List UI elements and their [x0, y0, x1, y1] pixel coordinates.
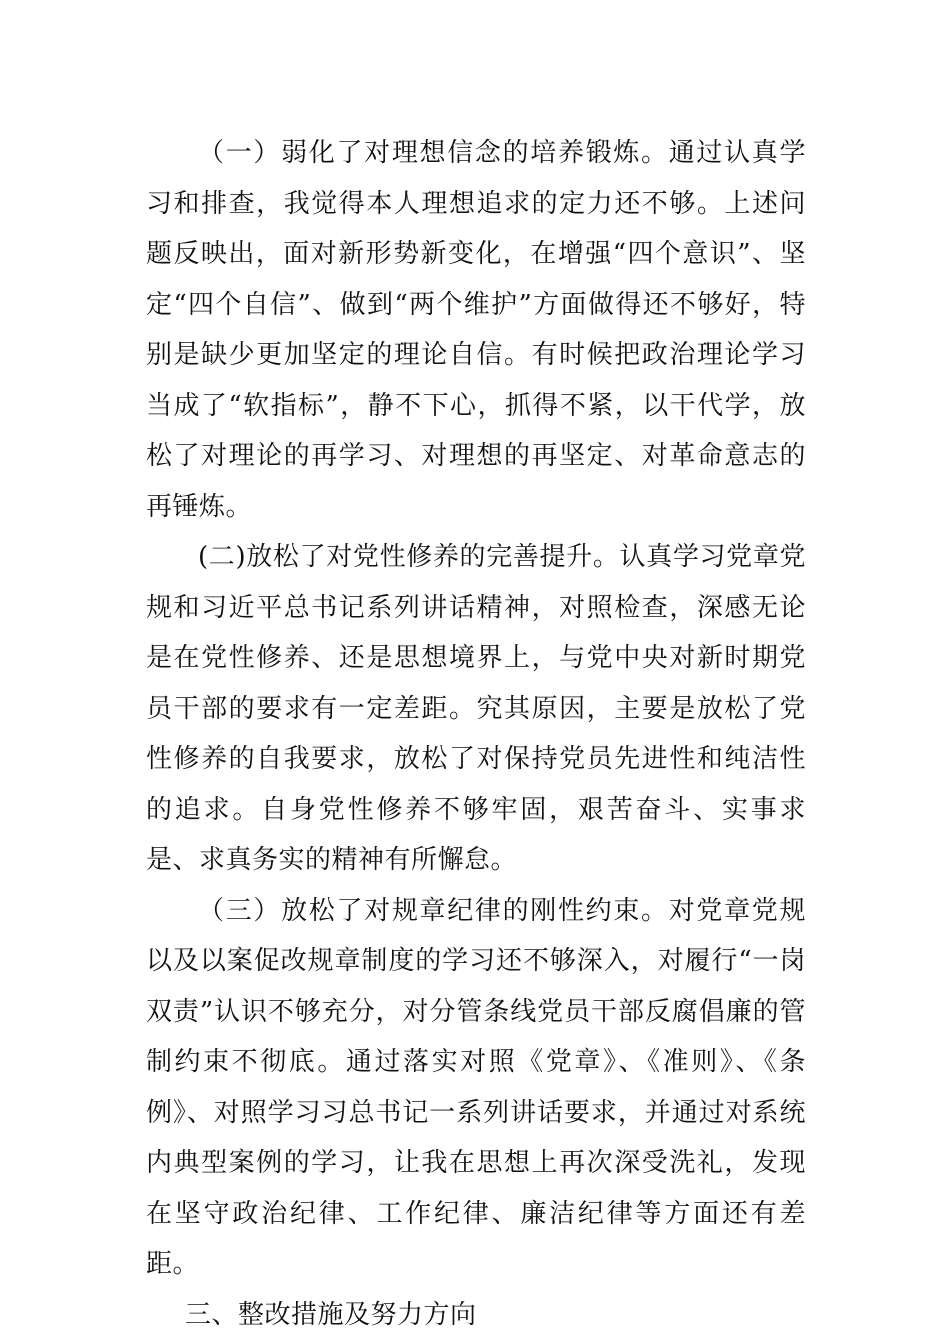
document-body: [146, 128, 806, 1340]
paragraph-discipline: （三）放松了对规章纪律的刚性约束。对党章党规以及以案促改规章制度的学习还不够深入，对履行“一岗双责”认识不够充分，对分管条线党员干部反腐倡廉的管制约束不彻底。通过落实对照《党章》、《准则》、《条例》、对照学习习总书记一系列讲话要求，并通过对系统内典型案例的学习，让我在思想上再次深受洗礼，发现在坚守政治纪律、工作纪律、廉洁纪律等方面还有差距。: [146, 895, 806, 1279]
paragraph-ideals-belief: （一）弱化了对理想信念的培养锻炼。通过认真学习和排查，我觉得本人理想追求的定力还不够。上述问题反映出，面对新形势新变化，在增强“四个意识”、坚定“四个自信”、做到“两个维护”方面做得还不够好，特别是缺少更加坚定的理论自信。有时候把政治理论学习当成了“软指标”，静不下心，抓得不紧，以干代学，放松了对理论的再学习、对理想的再坚定、对革命意志的再锤炼。: [146, 138, 806, 522]
section-heading-rectification: 三、整改措施及努力方向: [185, 1299, 477, 1330]
paragraph-party-spirit: (二)放松了对党性修养的完善提升。认真学习党章党规和习近平总书记系列讲话精神，对照检查，深感无论是在党性修养、还是思想境界上，与党中央对新时期党员干部的要求有一定差距。究其原因，主要是放松了党性修养的自我要求，放松了对保持党员先进性和纯洁性的追求。自身党性修养不够牢固，艰苦奋斗、实事求是、求真务实的精神有所懈怠。: [146, 542, 806, 875]
